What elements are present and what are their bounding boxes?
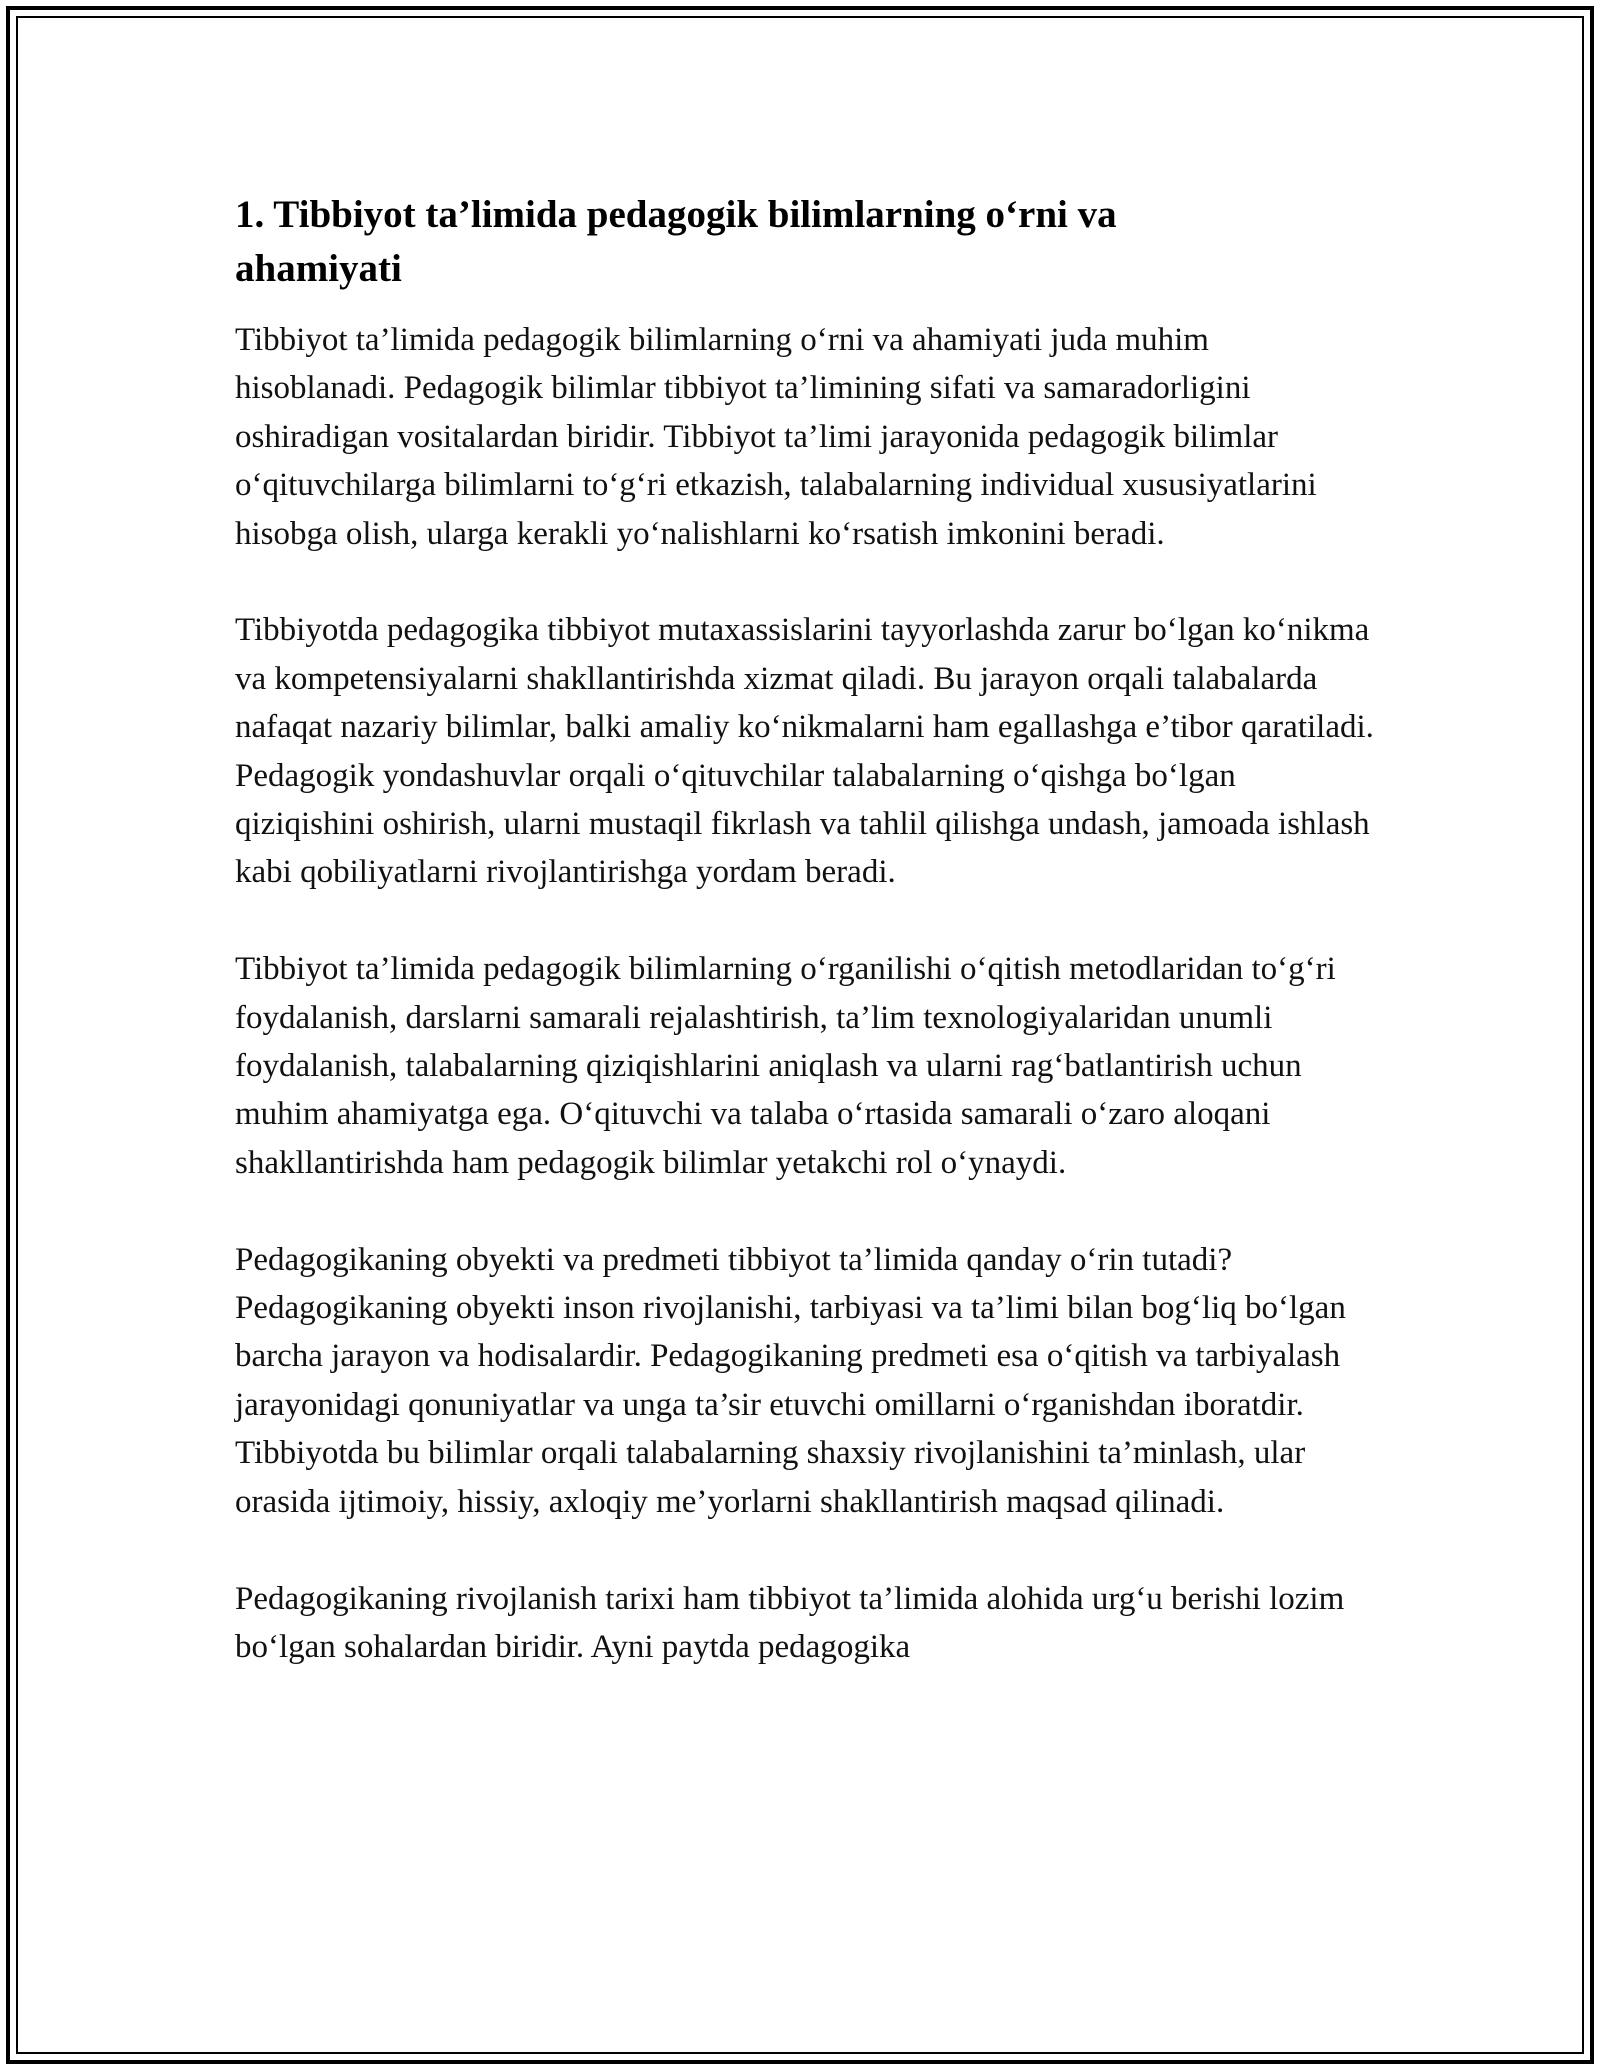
section-heading-line-1: 1. Tibbiyot ta’limida pedagogik bilimlarning o‘rni va — [235, 193, 1117, 236]
paragraph-2: Tibbiyotda pedagogika tibbiyot mutaxassislarini tayyorlashda zarur bo‘lgan ko‘nikma va kompetensiyalarni shakllantirishda xizmat qiladi. Bu jarayon orqali talabalarda nafaqat nazariy bilimlar, balki amaliy ko‘nikmalarni ham egallashga e’tibor qaratiladi. Pedagogik yondashuvlar orqali o‘qituvchilar talabalarning o‘qishga bo‘lgan qiziqishini oshirish, ularni mustaqil fikrlash va tahlil qilishga undash, jamoada ishlash kabi qobiliyatlarni rivojlantirishga yordam beradi. — [235, 612, 1374, 891]
paragraph-1: Tibbiyot ta’limida pedagogik bilimlarning o‘rni va ahamiyati juda muhim hisoblanadi. Pedagogik bilimlar tibbiyot ta’limining sifati va samaradorligini oshiradigan vositalardan biridir. Tibbiyot ta’limi jarayonida pedagogik bilimlar o‘qituvchilarga bilimlarni to‘g‘ri etkazish, talabalarning individual xususiyatlarini hisobga olish, ularga kerakli yo‘nalishlarni ko‘rsatish imkonini beradi. — [235, 322, 1317, 552]
section-heading-line-2: ahamiyati — [235, 247, 402, 290]
section-heading — [235, 188, 1375, 296]
paragraph-3: Tibbiyot ta’limida pedagogik bilimlarning o‘rganilishi o‘qitish metodlaridan to‘g‘ri foydalanish, darslarni samarali rejalashtirish, ta’lim texnologiyalaridan unumli foydalanish, talabalarning qiziqishlarini aniqlash va ularni rag‘batlantirish uchun muhim ahamiyatga ega. O‘qituvchi va talaba o‘rtasida samarali o‘zaro aloqani shakllantirishda ham pedagogik bilimlar yetakchi rol o‘ynaydi. — [235, 951, 1336, 1181]
document-content — [235, 188, 1375, 1671]
paragraph-4: Pedagogikaning obyekti va predmeti tibbiyot ta’limida qanday o‘rin tutadi? Pedagogikaning obyekti inson rivojlanishi, tarbiyasi va ta’limi bilan bog‘liq bo‘lgan barcha jarayon va hodisalardir. Pedagogikaning predmeti esa o‘qitish va tarbiyalash jarayonidagi qonuniyatlar va unga ta’sir etuvchi omillarni o‘rganishdan iboratdir. Tibbiyotda bu bilimlar orqali talabalarning shaxsiy rivojlanishini ta’minlash, ular orasida ijtimoiy, hissiy, axloqiy me’yorlarni shakllantirish maqsad qilinadi. — [235, 1241, 1346, 1520]
paragraph-5: Pedagogikaning rivojlanish tarixi ham tibbiyot ta’limida alohida urg‘u berishi lozim bo‘lgan sohalardan biridir. Ayni paytda pedagogika — [235, 1580, 1345, 1665]
